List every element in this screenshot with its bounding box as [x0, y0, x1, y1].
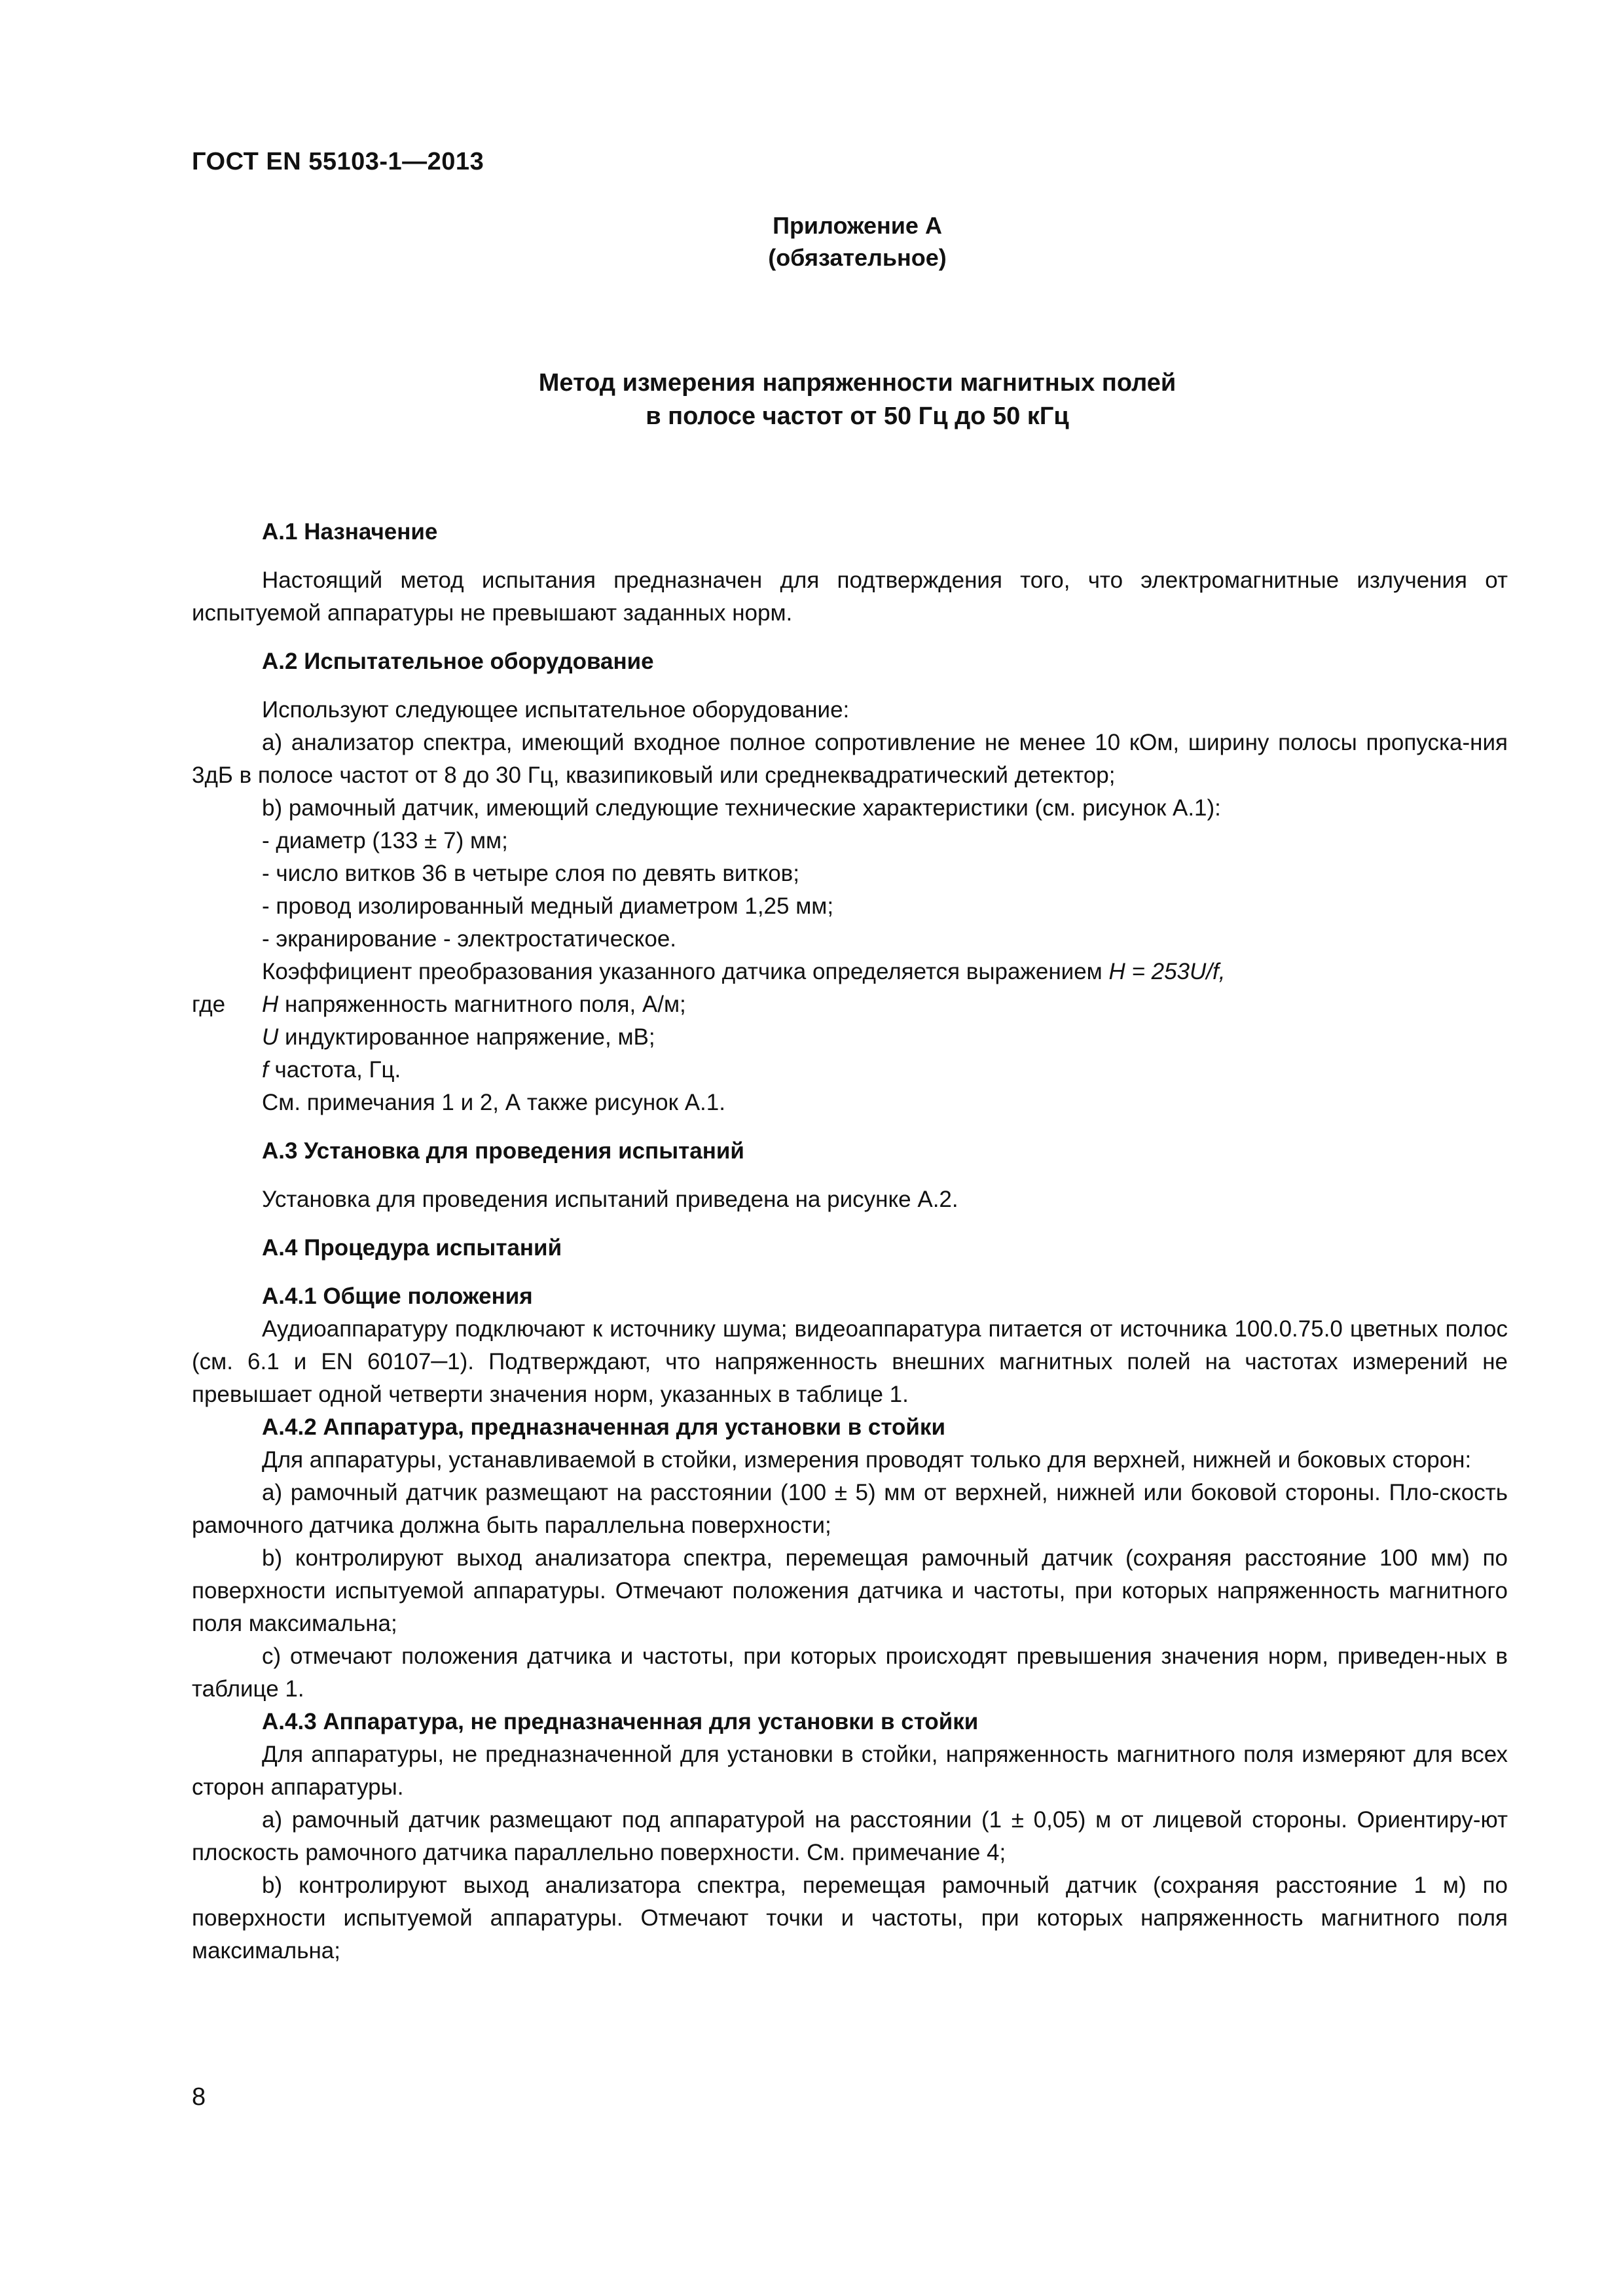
section-heading-a2: А.2 Испытательное оборудование: [262, 649, 654, 674]
paragraph-a2-coefficient: [192, 956, 1508, 988]
list-item-a2-a: а) анализатор спектра, имеющий входное полное сопротивление не менее 10 кОм, ширину полосы пропуска-ния 3дБ в полосе частот от 8 до 30 Гц, квазипиковый или среднеквадратический детектор;: [192, 730, 1508, 788]
where-u: [192, 1021, 1508, 1054]
paragraph-a2-notes: См. примечания 1 и 2, А также рисунок А.1.: [262, 1090, 725, 1115]
page-number: 8: [192, 2083, 206, 2111]
list-item-a43-b: b) контролируют выход анализатора спектра, перемещая рамочный датчик (сохраняя расстояние 1 м) по поверхности испытуемой аппаратуры. Отмечают точки и частоты, при которых напряженность магнитного поля максимальна;: [192, 1873, 1508, 1964]
list-item-a42-c: с) отмечают положения датчика и частоты, при которых происходят превышения значения норм, приведен-ных в таблице 1.: [192, 1643, 1508, 1702]
where-f: [192, 1054, 1508, 1086]
list-item-a42-a: а) рамочный датчик размещают на расстоянии (100 ± 5) мм от верхней, нижней или боковой стороны. Пло-скость рамочного датчика должна быть параллельна поверхности;: [192, 1480, 1508, 1538]
annex-heading: [0, 209, 1623, 274]
standard-designation: ГОСТ EN 55103-1—2013: [192, 148, 484, 175]
symbol-h: H: [262, 992, 279, 1017]
section-heading-a42: А.4.2 Аппаратура, предназначенная для установки в стойки: [262, 1414, 945, 1440]
document-body: [192, 516, 1508, 1967]
paragraph-a1: Настоящий метод испытания предназначен для подтверждения того, что электромагнитные излучения от испытуемой аппаратуры не превышают заданных норм.: [192, 567, 1508, 626]
section-heading-a4: А.4 Процедура испытаний: [262, 1235, 562, 1261]
symbol-f: f: [262, 1057, 268, 1083]
coefficient-text: Коэффициент преобразования указанного датчика определяется выражением: [262, 959, 1109, 984]
paragraph-a41: Аудиоаппаратуру подключают к источнику шума; видеоаппаратура питается от источника 100.0.75.0 цветных полос (см. 6.1 и EN 60107─1). Подтверждают, что напряженность внешних магнитных полей на частотах измерений не превышает одной четверти значения норм, указанных в таблице 1.: [192, 1316, 1508, 1407]
paragraph-a3: Установка для проведения испытаний приведена на рисунке А.2.: [262, 1187, 958, 1212]
paragraph-a42: Для аппаратуры, устанавливаемой в стойки, измерения проводят только для верхней, нижней и боковых сторон:: [262, 1447, 1472, 1473]
symbol-u: U: [262, 1024, 279, 1050]
section-heading-a3: А.3 Установка для проведения испытаний: [262, 1138, 744, 1164]
list-item-a2-b3: - провод изолированный медный диаметром 1,25 мм;: [262, 893, 834, 919]
list-item-a2-b: b) рамочный датчик, имеющий следующие технические характеристики (см. рисунок А.1):: [262, 795, 1221, 821]
where-h: [192, 988, 1508, 1021]
section-heading-a41: А.4.1 Общие положения: [262, 1283, 533, 1309]
list-item-a42-b: b) контролируют выход анализатора спектра, перемещая рамочный датчик (сохраняя расстояние 100 мм) по поверхности испытуемой аппаратуры. Отмечают положения датчика и частоты, при которых напряженность магнитного поля максимальна;: [192, 1545, 1508, 1636]
section-heading-a43: А.4.3 Аппаратура, не предназначенная для установки в стойки: [262, 1709, 979, 1734]
where-u-text: индуктированное напряжение, мВ;: [278, 1024, 655, 1050]
paragraph-a43: Для аппаратуры, не предназначенной для установки в стойки, напряженность магнитного поля измеряют для всех сторон аппаратуры.: [192, 1742, 1508, 1800]
document-title-line-1: Метод измерения напряженности магнитных полей: [538, 369, 1176, 397]
document-title-line-2: в полосе частот от 50 Гц до 50 кГц: [646, 403, 1069, 430]
list-item-a2-b1: - диаметр (133 ± 7) мм;: [262, 828, 508, 853]
section-heading-a1: А.1 Назначение: [262, 519, 438, 545]
where-label: где: [192, 992, 226, 1017]
annex-status: (обязательное): [768, 244, 947, 271]
list-item-a2-b4: - экранирование - электростатическое.: [262, 926, 677, 952]
where-f-text: частота, Гц.: [268, 1057, 401, 1083]
list-item-a2-b2: - число витков 36 в четыре слоя по девять витков;: [262, 861, 799, 886]
annex-title: Приложение А: [773, 212, 942, 239]
document-title: [0, 367, 1623, 433]
where-h-text: напряженность магнитного поля, А/м;: [278, 992, 686, 1017]
paragraph-a2-intro: Используют следующее испытательное оборудование:: [262, 697, 850, 723]
formula: H = 253U/f,: [1108, 959, 1226, 984]
list-item-a43-a: а) рамочный датчик размещают под аппаратурой на расстоянии (1 ± 0,05) м от лицевой стороны. Ориентиру-ют плоскость рамочного датчика параллельно поверхности. См. примечание 4;: [192, 1807, 1508, 1865]
